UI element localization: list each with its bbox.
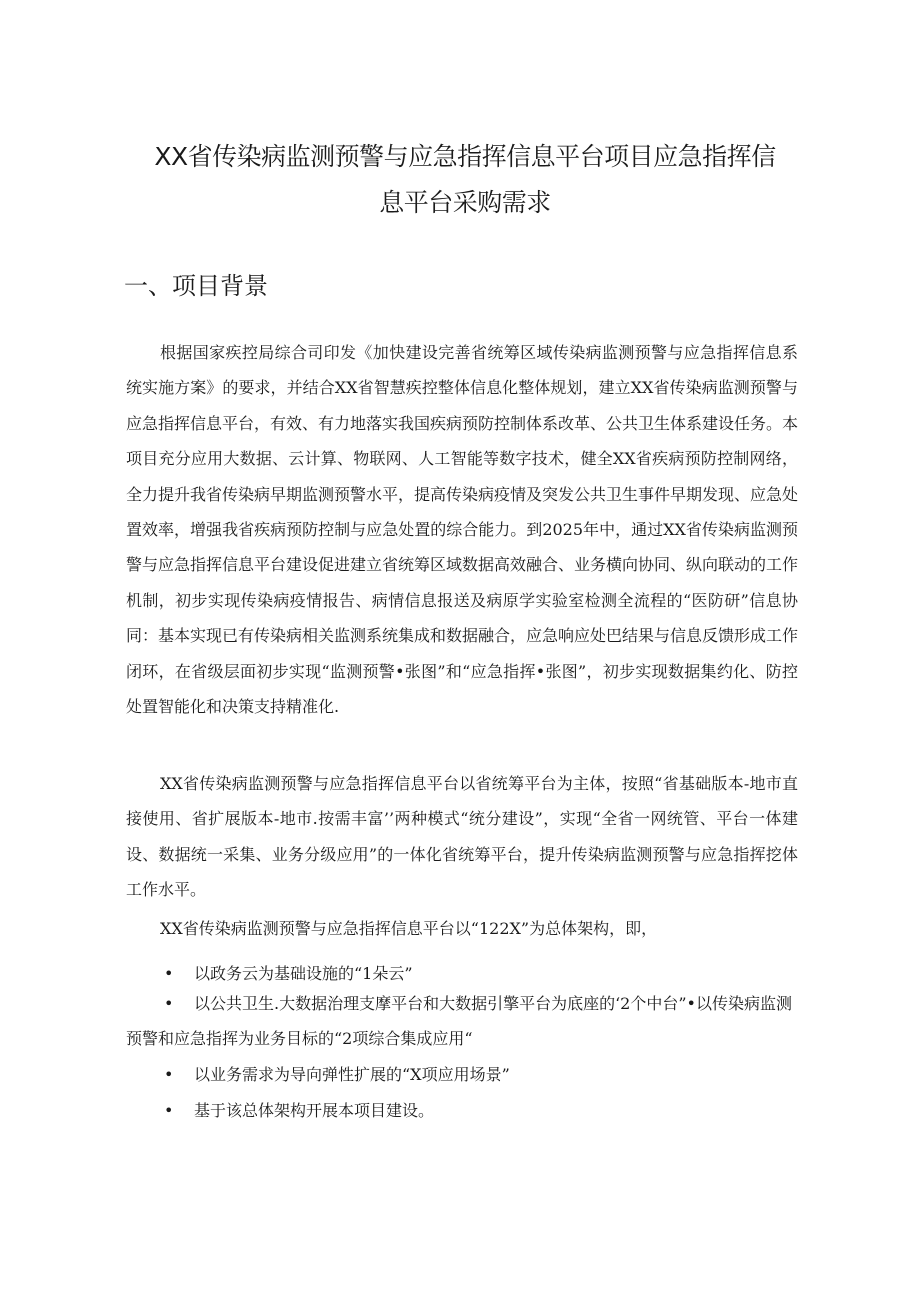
bullet-marker: • [164, 1101, 174, 1120]
bullet-marker: • [164, 964, 174, 983]
paragraph-architecture-intro: XX省传染病监测预警与应急指挥信息平台以“122X”为总体架构，即， [160, 919, 658, 938]
bullet-item [126, 1057, 798, 1092]
bullet-item [126, 986, 798, 1057]
paragraph-background: 根据国家疾控局综合司印发《加快建设完善省统筹区域传染病监测预警与应急指挥信息系统实施方案》的要求，并结合XX省智慧疾控整体信息化整体规划，建立XX省传染病监测预警与应急指挥信息平台，有效、有力地落实我国疾病预防控制体系改革、公共卫生体系建设任务。本项目充分应用大数据、云计算、物联网、人工智能等数字技术，健全XX省疾病预防控制网络，全力提升我省传染病早期监测预警水平，提高传染病疫情及突发公共卫生事件早期发现、应急处置效率，增强我省疾病预防控制与应急处置的综合能力。到2025年中，通过XX省传染病监测预警与应急指挥信息平台建设促进建立省统筹区域数据高效融合、业务横向协同、纵向联动的工作机制，初步实现传染病疫情报告、病情信息报送及病原学实验室检测全流程的“医防研”信息协同：基本实现已有传染病相关监测系统集成和数据融合，应急响应处巴结果与信息反馈形成工作闭环，在省级层面初步实现“监测预警•张图”和“应急指挥•张图”，初步实现数据集约化、防控处置智能化和决策支持精准化. [126, 343, 799, 717]
document-title-line1: XX省传染病监测预警与应急指挥信息平台项目应急指挥信 [154, 142, 776, 171]
bullet-item [126, 1093, 798, 1128]
paragraph-platform-model: XX省传染病监测预警与应急指挥信息平台以省统筹平台为主体，按照“省基础版本-地市直接使用、省扩展版本-地市.按需丰富’’两种模式“统分建设”，实现“全省一网统管、平台一体建设、数据统一采集、业务分级应用”的一体化省统筹平台，提升传染病监测预警与应急指挥挖体工作水平。 [126, 774, 798, 900]
section-heading: 一、项目背景 [124, 272, 268, 300]
bullet-text: 基于该总体架构开展本项目建设。 [194, 1101, 435, 1120]
bullet-text: 以业务需求为导向弹性扩展的“X项应用场景” [194, 1065, 510, 1084]
document-title-line2: 息平台采购需求 [379, 188, 551, 217]
bullet-marker: • [164, 994, 174, 1013]
bullet-text: 以公共卫生.大数据治理支摩平台和大数据引擎平台为底座的‘2个中台”•以传染病监测预警和应急指挥为业务目标的“2项综合集成应用“ [126, 994, 792, 1049]
bullet-marker: • [164, 1065, 174, 1084]
bullet-text: 以政务云为基础设施的“1朵云” [194, 964, 413, 983]
